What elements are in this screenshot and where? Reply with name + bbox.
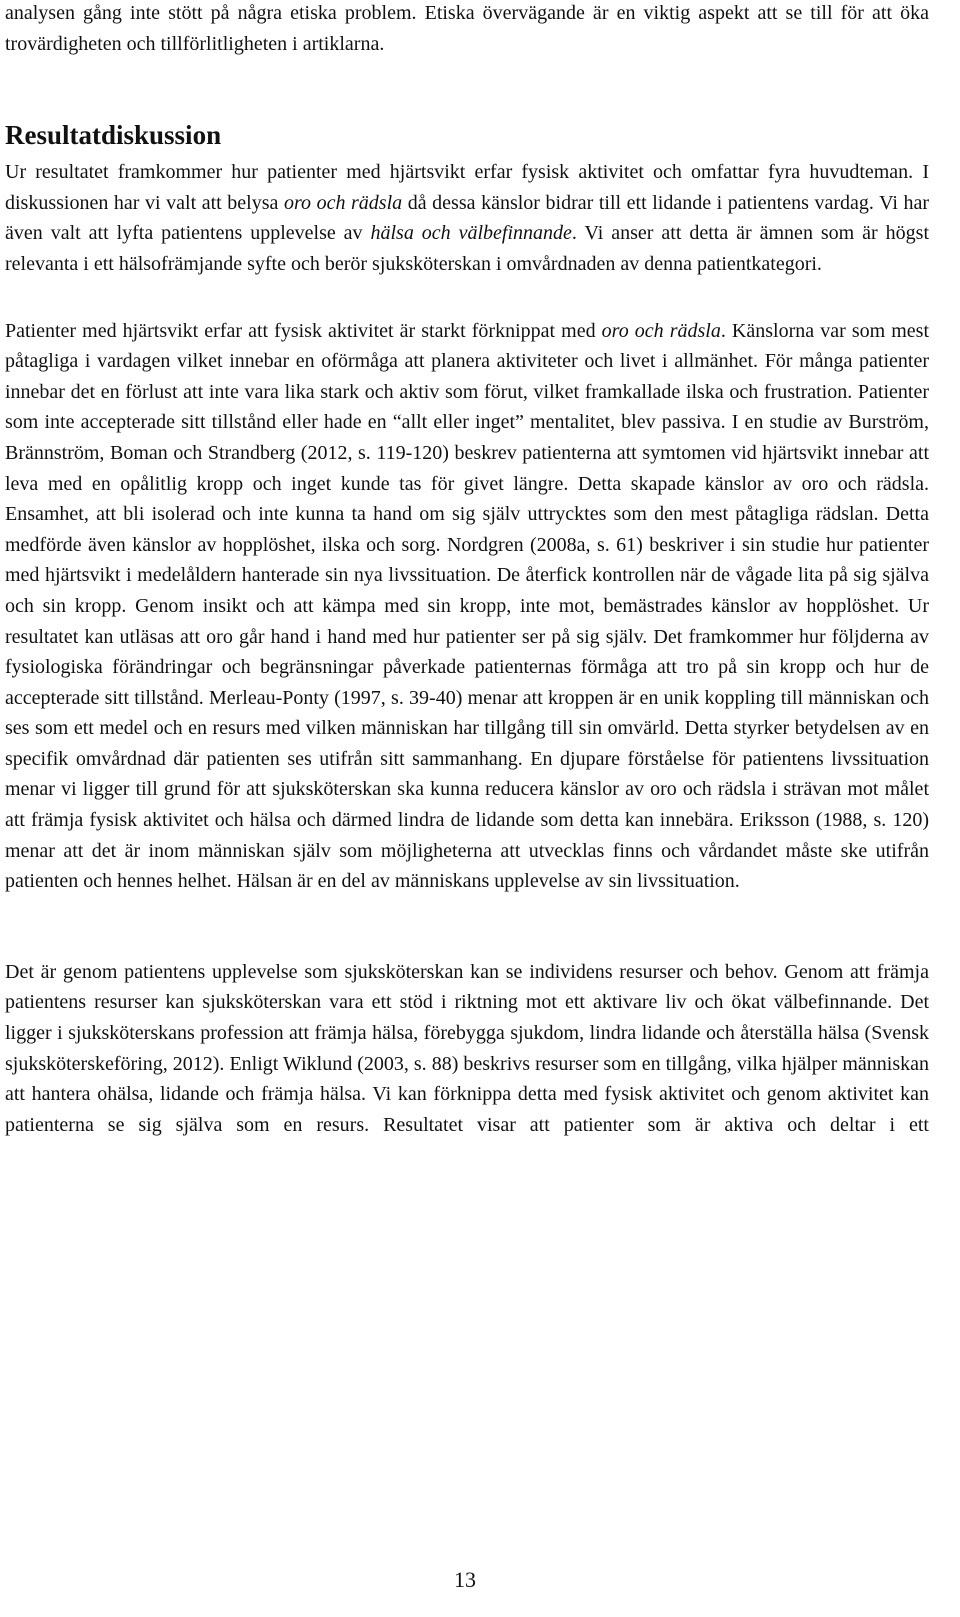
page-number: 13 bbox=[454, 1567, 476, 1592]
emphasis-halsa-och-valbefinnande: hälsa och välbefinnande bbox=[370, 222, 572, 245]
text-run: Ur resultatet framkommer hur patienter med hjärtsvikt erfar fysisk aktivitet och omfattar fyra huvudteman. I diskussionen har vi valt att belysa bbox=[5, 161, 929, 214]
text-run: Patienter med hjärtsvikt erfar att fysisk aktivitet är starkt förknippat med bbox=[5, 319, 602, 342]
intro-paragraph: analysen gång inte stött på några etiska problem. Etiska övervägande är en viktig aspekt att se till för att öka trovärdigheten och tillförlitligheten i artiklarna. bbox=[5, 2, 929, 55]
text-run: då dessa känslor bidrar till ett lidande i patientens vardag. Vi har även valt att lyfta patientens upplevelse av bbox=[5, 191, 929, 245]
text-run: . Känslorna var som mest påtagliga i vardagen vilket innebar en oförmåga att planera aktiviteter och livet i allmänhet. För många patienter innebar det en förlust att inte vara lika stark och aktiv som förut, vilket framkallade ilska och frustration. Patienter som inte accepterade sitt tillstånd eller hade en “allt eller inget” mentalitet, blev passiva. I en studie av Burström, Brännström, Boman och Strandberg (2012, s. 119-120) beskrev patienterna att symtomen vid hjärtsvikt innebar att leva med en opålitlig kropp och inget kunde tas för givet längre. Detta skapade känslor av oro och rädsla. Ensamhet, att bli isolerad och inte kunna ta hand om sig själv uttrycktes som den mest påtagliga rädslan. Detta medförde även känslor av hopplöshet, ilska och sorg. Nordgren (2008a, s. 61) beskriver i sin studie hur patienter med hjärtsvikt i medelåldern hanterade sin nya livssituation. De återfick kontrollen när de vågade lita på sig själva och sin kropp. Genom insikt och att kämpa med sin kropp, inte mot, bemästrades känslor av hopplöshet. Ur resultatet kan utläsas att oro går hand i hand med hur patienter ser på sig själv. Det framkommer hur följderna av fysiologiska förändringar och begränsningar påverkade patienternas förmåga att tro på sin kropp och hur de accepterade sitt tillstånd. Merleau-Ponty (1997, s. 39-40) menar att kroppen är en unik koppling till människan och ses som ett medel och en resurs med vilken människan har tillgång till sin omvärld. Detta styrker betydelsen av en specifik omvårdnad där patienten ses utifrån sitt sammanhang. En djupare förståelse för patientens livssituation menar vi ligger till grund för att sjuksköterskan ska kunna reducera känslor av oro och rädsla i strävan mot målet att främja fysisk aktivitet och hälsa och därmed lindra de lidande som detta kan innebära. Eriksson (1988, s. 120) menar att det är inom människan själv som möjligheterna att utvecklas finns och vårdandet måste ske utifrån patienten och hennes helhet. Hälsan är en del av människans upplevelse av sin livssituation. bbox=[5, 319, 930, 893]
section-heading: Resultatdiskussion bbox=[5, 120, 222, 151]
document-page bbox=[5, 0, 929, 1140]
emphasis-oro-och-radsla: oro och rädsla bbox=[283, 191, 403, 214]
discussion-intro-paragraph bbox=[5, 157, 929, 279]
text-run: . Vi anser att detta är ämnen som är högst relevanta i ett hälsofrämjande syfte och berör sjuksköterskan i omvårdnaden av denna patientkategori. bbox=[5, 222, 929, 275]
resurser-paragraph: Det är genom patientens upplevelse som sjuksköterskan kan se individens resurser och behov. Genom att främja patientens resurser kan sjuksköterskan vara ett stöd i riktning mot ett aktivare liv och ökat välbefinnande. Det ligger i sjuksköterskans profession att främja hälsa, förebygga sjukdom, lindra lidande och återställa hälsa (Svensk sjuksköterskeföring, 2012). Enligt Wiklund (2003, s. 88) beskrivs resurser som en tillgång, vilka hjälper människan att hantera ohälsa, lidande och främja hälsa. Vi kan förknippa detta med fysisk aktivitet och genom aktivitet kan patienterna se sig själva som en resurs. Resultatet visar att patienter som är aktiva och deltar i ett bbox=[5, 960, 929, 1136]
oro-och-radsla-paragraph bbox=[5, 316, 929, 897]
emphasis-oro-och-radsla: oro och rädsla bbox=[601, 319, 721, 342]
